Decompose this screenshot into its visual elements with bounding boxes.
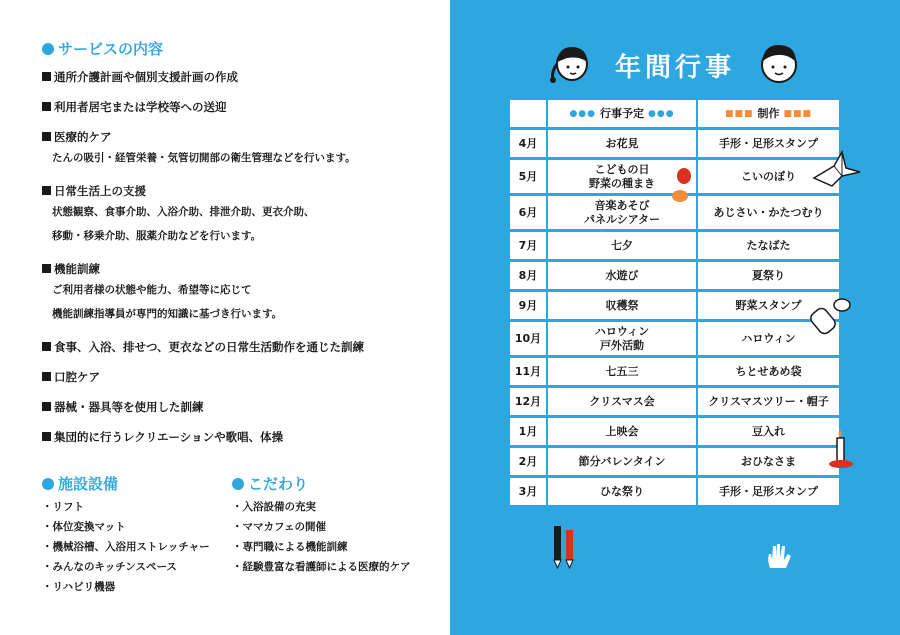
bullet-square-icon	[42, 432, 51, 441]
event-cell	[548, 478, 696, 508]
month-cell	[510, 388, 546, 418]
craft-cell-text: あじさい・かたつむり	[713, 205, 824, 219]
service-description: たんの吸引・経管栄養・気管切開部の衛生管理などを行います。	[52, 152, 356, 164]
bullet-square-icon	[42, 186, 51, 195]
services-list	[42, 70, 442, 460]
table-row	[510, 418, 839, 448]
facility-item: ・リハビリ機器	[42, 581, 116, 593]
service-item	[42, 130, 442, 169]
month-cell-text: 9月	[518, 298, 538, 312]
craft-cell	[698, 388, 839, 418]
bullet-square-icon	[42, 102, 51, 111]
service-item	[42, 340, 442, 355]
bullet-square-icon	[42, 372, 51, 381]
month-cell	[510, 292, 546, 322]
service-description: 機能訓練指導員が専門的知識に基づき行います。	[52, 308, 283, 320]
service-item	[42, 184, 442, 247]
craft-cell	[698, 418, 839, 448]
table-row	[510, 292, 839, 322]
commitment-heading: こだわり	[232, 473, 308, 494]
service-description: 状態観察、食事介助、入浴介助、排泄介助、更衣介助、	[52, 206, 315, 218]
commitment-item: ・経験豊富な看護師による医療的ケア	[232, 561, 411, 573]
event-cell-text: 音楽あそび パネルシアター	[584, 198, 660, 226]
commitment-item: ・専門職による機能訓練	[232, 541, 348, 553]
event-cell	[548, 358, 696, 388]
event-cell	[548, 418, 696, 448]
bullet-square-icon	[42, 132, 51, 141]
month-cell-text: 12月	[514, 394, 542, 408]
commitment-list	[232, 497, 411, 577]
month-cell-text: 7月	[518, 238, 538, 252]
table-header	[510, 100, 839, 130]
table-row	[510, 130, 839, 160]
header-craft: ■■■ 制作 ■■■	[698, 100, 839, 130]
event-cell-text: 七五三	[605, 364, 639, 378]
craft-cell-text: ハロウィン	[741, 331, 796, 345]
craft-cell-text: ちとせあめ袋	[735, 364, 802, 378]
craft-cell-text: たなばた	[746, 238, 791, 252]
craft-cell-text: 手形・足形スタンプ	[719, 484, 818, 498]
event-cell	[548, 130, 696, 160]
event-cell-text: こどもの日 野菜の種まき	[589, 162, 655, 190]
bullet-square-icon	[42, 72, 51, 81]
event-cell-text: お花見	[605, 136, 639, 150]
month-cell	[510, 160, 546, 196]
table-row	[510, 232, 839, 262]
table-row	[510, 478, 839, 508]
table-row	[510, 388, 839, 418]
service-label: 利用者居宅または学校等への送迎	[54, 100, 227, 114]
craft-cell-text: おひなさま	[741, 454, 796, 468]
right-page	[450, 0, 900, 635]
facility-item: ・機械浴槽、入浴用ストレッチャー	[42, 541, 210, 553]
bullet-square-icon	[42, 264, 51, 273]
event-cell-text: 収穫祭	[605, 298, 639, 312]
month-cell	[510, 448, 546, 478]
service-item	[42, 430, 442, 445]
craft-cell-text: 夏祭り	[752, 268, 785, 282]
facilities-list	[42, 497, 210, 597]
services-heading: サービスの内容	[42, 38, 163, 59]
event-cell-text: 水遊び	[605, 268, 639, 282]
commitment-item: ・ママカフェの開催	[232, 521, 326, 533]
craft-cell	[698, 448, 839, 478]
event-cell-text: ひな祭り	[600, 484, 644, 498]
month-cell	[510, 478, 546, 508]
handprint-icon	[764, 540, 794, 572]
event-cell	[548, 322, 696, 358]
facilities-heading: 施設設備	[42, 473, 118, 494]
craft-cell	[698, 478, 839, 508]
service-label: 器械・器具等を使用した訓練	[54, 400, 204, 414]
service-label: 集団的に行うレクリエーションや歌唱、体操	[54, 430, 284, 444]
month-cell	[510, 196, 546, 232]
table-row	[510, 262, 839, 292]
schedule-title: 年間行事	[614, 53, 735, 83]
event-cell-text: 節分バレンタイン	[578, 454, 666, 468]
candle-icon	[828, 428, 858, 470]
schedule-table	[510, 100, 839, 508]
craft-cell-text: 豆入れ	[752, 424, 785, 438]
service-item	[42, 400, 442, 415]
service-label: 医療的ケア	[54, 130, 112, 144]
seeds-icon	[670, 166, 696, 206]
month-cell-text: 3月	[518, 484, 538, 498]
event-cell-text: 七夕	[611, 238, 633, 252]
table-row	[510, 448, 839, 478]
craft-cell-text: 野菜スタンプ	[735, 298, 802, 312]
month-cell-text: 1月	[518, 424, 538, 438]
month-cell-text: 6月	[518, 205, 538, 219]
header-month-cell	[510, 100, 546, 130]
service-description: ご利用者様の状態や能力、希望等に応じて	[52, 284, 252, 296]
craft-cell-text: こいのぼり	[741, 169, 796, 183]
month-cell-text: 11月	[514, 364, 542, 378]
service-item	[42, 70, 442, 85]
month-cell	[510, 358, 546, 388]
bullet-circle-icon	[42, 43, 54, 55]
month-cell	[510, 130, 546, 160]
service-description: 移動・移乗介助、服薬介助などを行います。	[52, 230, 262, 242]
month-cell-text: 2月	[518, 454, 538, 468]
commitment-item: ・入浴設備の充実	[232, 501, 316, 513]
bullet-square-icon	[42, 342, 51, 351]
craft-cell	[698, 358, 839, 388]
service-item	[42, 262, 442, 325]
vegetable-stamp-icon	[808, 295, 852, 335]
event-cell	[548, 292, 696, 322]
bullet-square-icon	[42, 402, 51, 411]
month-cell	[510, 322, 546, 358]
service-label: 機能訓練	[54, 262, 100, 276]
origami-crane-icon	[812, 148, 862, 190]
event-cell	[548, 232, 696, 262]
service-item	[42, 100, 442, 115]
craft-cell	[698, 262, 839, 292]
table-row	[510, 358, 839, 388]
pencils-icon	[550, 524, 580, 570]
month-cell	[510, 262, 546, 292]
month-cell	[510, 418, 546, 448]
event-cell-text: クリスマス会	[589, 394, 655, 408]
service-label: 口腔ケア	[54, 370, 100, 384]
table-row	[510, 322, 839, 358]
service-item	[42, 370, 442, 385]
month-cell	[510, 232, 546, 262]
bullet-circle-icon	[232, 478, 244, 490]
event-cell	[548, 262, 696, 292]
month-cell-text: 5月	[518, 169, 538, 183]
craft-cell-text: クリスマスツリー・帽子	[708, 394, 829, 408]
craft-cell	[698, 196, 839, 232]
craft-cell	[698, 232, 839, 262]
facility-item: ・リフト	[42, 501, 84, 513]
craft-cell-text: 手形・足形スタンプ	[719, 136, 818, 150]
event-cell-text: 上映会	[605, 424, 639, 438]
service-label: 日常生活上の支援	[54, 184, 146, 198]
header-event: ●●● 行事予定 ●●●	[548, 100, 696, 130]
month-cell-text: 10月	[514, 331, 542, 345]
bullet-circle-icon	[42, 478, 54, 490]
service-label: 食事、入浴、排せつ、更衣などの日常生活動作を通じた訓練	[54, 340, 365, 354]
month-cell-text: 8月	[518, 268, 538, 282]
event-cell-text: ハロウィン 戸外活動	[594, 324, 650, 352]
service-label: 通所介護計画や個別支援計画の作成	[54, 70, 238, 84]
facility-item: ・みんなのキッチンスペース	[42, 561, 177, 573]
month-cell-text: 4月	[518, 136, 538, 150]
event-cell	[548, 448, 696, 478]
event-cell	[548, 388, 696, 418]
facility-item: ・体位変換マット	[42, 521, 126, 533]
